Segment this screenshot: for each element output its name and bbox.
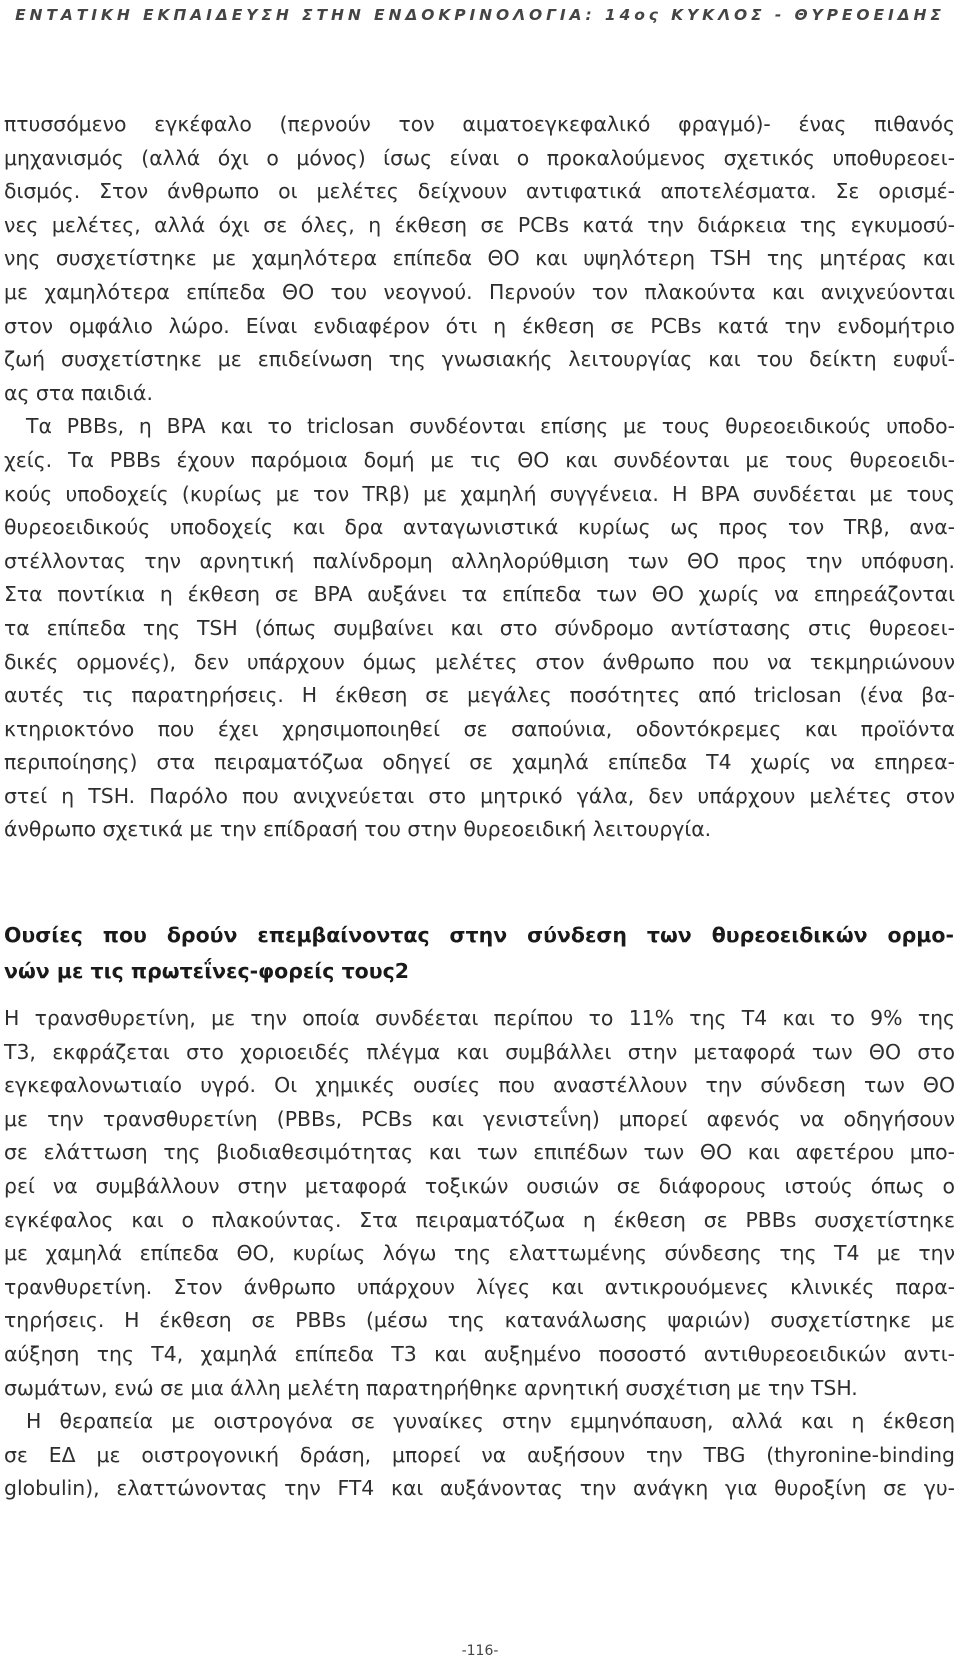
section-heading [4, 917, 954, 989]
text-line: δισμός. Στον άνθρωπο οι μελέτες δείχνουν αντιφατικά αποτελέσματα. Σε ορισμέ- [4, 179, 955, 204]
text-line: σε ΕΔ με οιστρογονική δράση, μπορεί να αυξήσουν την TBG (thyronine-binding [4, 1442, 955, 1467]
text-line: νης συσχετίστηκε με χαμηλότερα επίπεδα ΘΟ και υψηλότερη TSH της μητέρας και [4, 246, 955, 271]
text-line: εγκεφαλονωτιαίο υγρό. Οι χημικές ουσίες που αναστέλλουν την σύνδεση των ΘΟ [4, 1073, 955, 1098]
text-line: δικές ορμονές), δεν υπάρχουν όμως μελέτες στον άνθρωπο που να τεκμηριώνουν [4, 649, 955, 674]
text-line: αύξηση της Τ4, χαμηλά επίπεδα Τ3 και αυξημένο ποσοστό αντιθυρεοειδικών αντι- [4, 1341, 955, 1366]
text-line: Τ3, εκφράζεται στο χοριοειδές πλέγμα και συμβάλλει στην μεταφορά των ΘΟ στο [4, 1039, 955, 1064]
text-line: ας στα παιδιά. [4, 380, 153, 405]
text-line: θυρεοειδικούς υποδοχείς και δρα ανταγωνιστικά κυρίως ως προς τον TRβ, ανα- [4, 515, 955, 540]
page-number: -116- [461, 1643, 499, 1659]
heading-line: νών με τις πρωτεΐνες-φορείς τους2 [4, 959, 410, 983]
text-line: κούς υποδοχείς (κυρίως με τον TRβ) με χαμηλή συγγένεια. Η BPA συνδέεται με τους [4, 481, 955, 506]
text-line: αυτές τις παρατηρήσεις. Η έκθεση σε μεγάλες ποσότητες από triclosan (ένα βα- [4, 683, 955, 708]
text-line: σε ελάττωση της βιοδιαθεσιμότητας και των επιπέδων των ΘΟ και αφετέρου μπο- [4, 1140, 955, 1165]
text-line: τα επίπεδα της TSH (όπως συμβαίνει και στο σύνδρομο αντίστασης στις θυρεοει- [4, 615, 955, 640]
text-line: με χαμηλότερα επίπεδα ΘΟ του νεογνού. Περνούν τον πλακούντα και ανιχνεύονται [4, 279, 955, 304]
text-line: με χαμηλά επίπεδα ΘΟ, κυρίως λόγω της ελαττωμένης σύνδεσης της Τ4 με την [4, 1241, 955, 1266]
text-line: Η τρανσθυρετίνη, με την οποία συνδέεται περίπου το 11% της Τ4 και το 9% της [4, 1006, 955, 1030]
text-line: χείς. Τα PBBs έχουν παρόμοια δομή με τις ΘΟ και συνδέονται με τους θυρεοειδι- [4, 447, 955, 472]
text-line: στεί η TSH. Παρόλο που ανιχνεύεται στο μητρικό γάλα, δεν υπάρχουν μελέτες στον [4, 783, 955, 808]
text-line: στέλλοντας την αρνητική παλίνδρομη αλληλορύθμιση των ΘΟ προς την υπόφυση. [4, 548, 955, 573]
text-line: τρανθυρετίνη. Στον άνθρωπο υπάρχουν λίγες και αντικρουόμενες κλινικές παρα- [4, 1274, 955, 1299]
text-line: τηρήσεις. Η έκθεση σε PBBs (μέσω της κατανάλωσης ψαριών) συσχετίστηκε με [4, 1308, 955, 1333]
text-line: κτηριοκτόνο που έχει χρησιμοποιηθεί σε σαπούνια, οδοντόκρεμες και προϊόντα [4, 716, 955, 741]
text-line: ζωή συσχετίστηκε με επιδείνωση της γνωσιακής λειτουργίας και του δείκτη ευφυΐ- [4, 347, 955, 372]
text-line: εγκέφαλος και ο πλακούντας. Στα πειραματόζωα η έκθεση σε PBBs συσχετίστηκε [4, 1207, 955, 1232]
text-line: πτυσσόμενο εγκέφαλο (περνούν τον αιματοεγκεφαλικό φραγμό)- ένας πιθανός [4, 112, 955, 136]
heading-line: Ουσίες που δρούν επεμβαίνοντας στην σύνδεση των θυρεοειδικών ορμο- [4, 923, 954, 947]
text-line: Η θεραπεία με οιστρογόνα σε γυναίκες στην εμμηνόπαυση, αλλά και η έκθεση [26, 1409, 955, 1434]
text-line: σωμάτων, ενώ σε μια άλλη μελέτη παρατηρήθηκε αρνητική συσχέτιση με την TSH. [4, 1375, 858, 1400]
body-text-block-1 [0, 108, 960, 847]
text-line: περιποίησης) στα πειραματόζωα οδηγεί σε χαμηλά επίπεδα Τ4 χωρίς να επηρεα- [4, 750, 955, 775]
body-text-block-2 [0, 1002, 960, 1506]
text-line: globulin), ελαττώνοντας την FT4 και αυξάνοντας την ανάγκη για θυροξίνη σε γυ- [4, 1476, 955, 1501]
running-header: ΕΝΤΑΤΙΚΗ ΕΚΠΑΙΔΕΥΣΗ ΣΤΗΝ ΕΝΔΟΚΡΙΝΟΛΟΓΙΑ: 14ος ΚΥΚΛΟΣ - ΘΥΡΕΟΕΙΔΗΣ [15, 6, 945, 24]
text-line: στον ομφάλιο λώρο. Είναι ενδιαφέρον ότι η έκθεση σε PCBs κατά την ενδομήτριο [4, 313, 955, 338]
text-line: μηχανισμός (αλλά όχι ο μόνος) ίσως είναι ο προκαλούμενος σχετικός υποθυρεοει- [4, 145, 955, 170]
text-line: ρεί να συμβάλλουν στην μεταφορά τοξικών ουσιών σε διάφορους ιστούς όπως ο [4, 1173, 955, 1198]
text-line: νες μελέτες, αλλά όχι σε όλες, η έκθεση σε PCBs κατά την διάρκεια της εγκυμοσύ- [4, 212, 955, 237]
text-line: Τα PBBs, η BPA και το triclosan συνδέονται επίσης με τους θυρεοειδικούς υποδο- [26, 414, 955, 439]
text-line: άνθρωπο σχετικά με την επίδρασή του στην θυρεοειδική λειτουργία. [4, 817, 712, 842]
text-line: με την τρανσθυρετίνη (PBBs, PCBs και γενιστεΐνη) μπορεί αφενός να οδηγήσουν [4, 1106, 955, 1131]
text-line: Στα ποντίκια η έκθεση σε BPA αυξάνει τα επίπεδα των ΘΟ χωρίς να επηρεάζονται [4, 582, 955, 607]
